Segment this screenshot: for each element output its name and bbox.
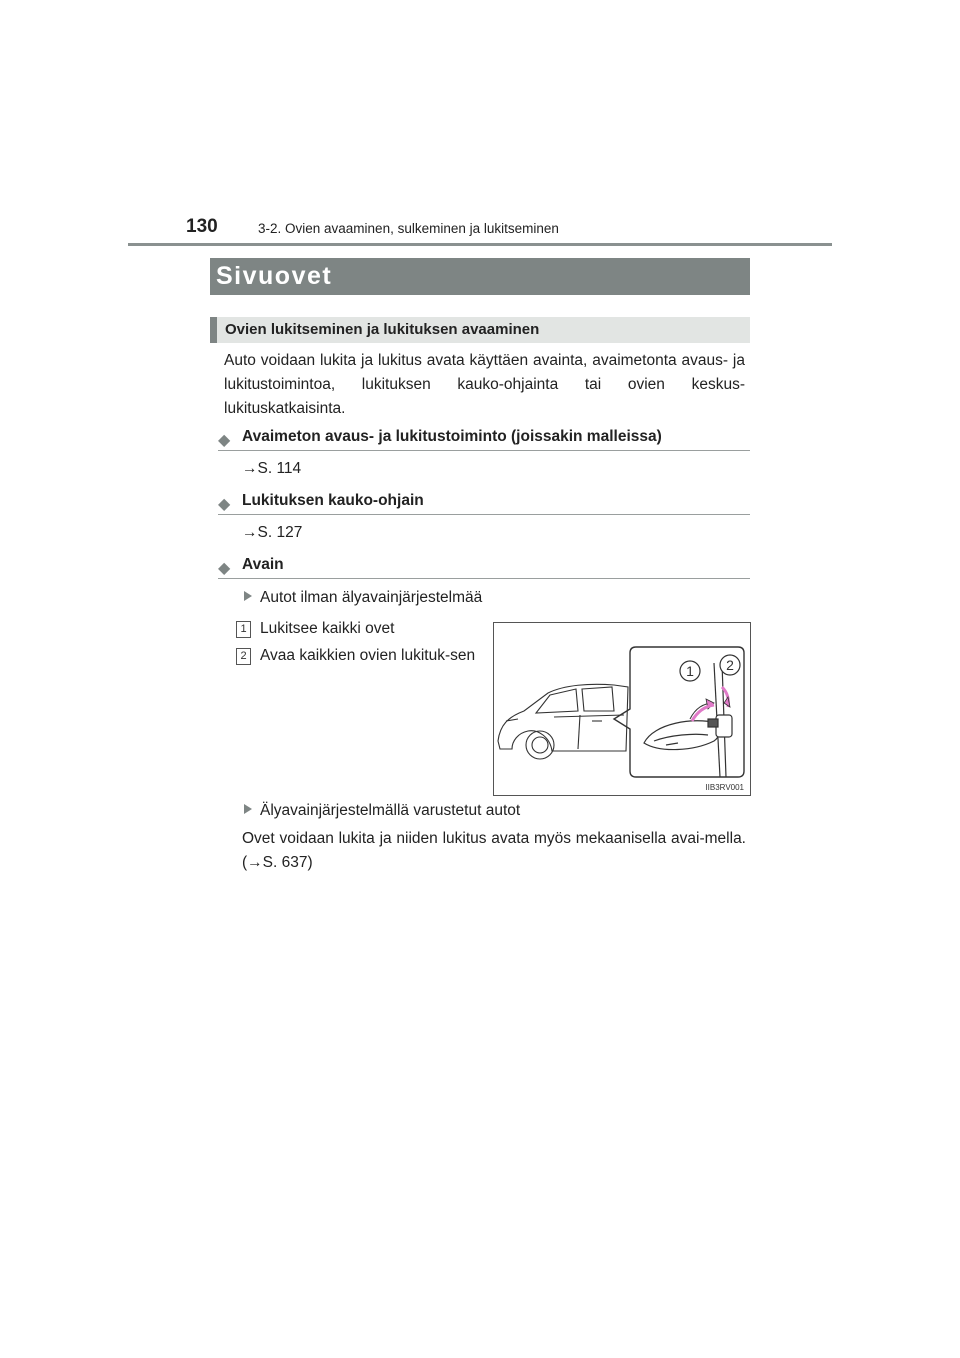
section-heading-keyless xyxy=(218,428,750,451)
triangle-bullet-icon xyxy=(244,591,252,601)
car-icon xyxy=(498,684,628,759)
numbered-item-2 xyxy=(236,644,480,692)
subitem-no-smart-key xyxy=(244,589,482,607)
numbered-item-1 xyxy=(236,617,480,641)
section-heading-text: Lukituksen kauko-ohjain xyxy=(242,492,424,509)
reference-text: S. 127 xyxy=(257,524,303,541)
subitem-text: Älyavainjärjestelmällä varustetut autot xyxy=(260,802,521,819)
subheading-bar xyxy=(210,317,750,343)
car-door-key-drawing xyxy=(494,623,750,795)
arrow-icon: → xyxy=(242,460,258,477)
chapter-title: 3-2. Ovien avaaminen, sulkeminen ja lukitseminen xyxy=(258,221,559,236)
page-reference-keyless[interactable] xyxy=(242,460,301,478)
key-icon xyxy=(708,715,732,737)
illustration-code: IIB3RV001 xyxy=(705,783,744,792)
page-number: 130 xyxy=(186,216,218,237)
section-heading-text: Avain xyxy=(242,556,284,573)
subitem-text: Autot ilman älyavainjärjestelmää xyxy=(260,589,483,606)
page-title: Sivuovet xyxy=(216,262,333,290)
intro-paragraph: Auto voidaan lukita ja lukitus avata käyttäen avainta, avaimetonta avaus- ja lukitustoimintoa, lukituksen kauko-ohjainta tai ovien keskus-lukituskatkaisinta. xyxy=(224,352,745,417)
mechanical-key-paragraph: Ovet voidaan lukita ja niiden lukitus avata myös mekaanisella avai-mella. (→S. 637) xyxy=(242,830,746,871)
numbered-item-text: Lukitsee kaikki ovet xyxy=(260,620,395,637)
subitem-smart-key xyxy=(244,802,520,820)
callout-label-1: 1 xyxy=(686,663,694,679)
numbered-item-text: Avaa kaikkien ovien lukituk-sen xyxy=(260,647,476,664)
number-badge: 1 xyxy=(236,621,251,638)
arrow-icon: → xyxy=(242,524,258,541)
section-heading-key xyxy=(218,556,750,579)
callout-label-2: 2 xyxy=(726,657,734,673)
page-reference-remote[interactable] xyxy=(242,524,302,542)
section-heading-text: Avaimeton avaus- ja lukitustoiminto (joissakin malleissa) xyxy=(242,428,662,445)
diamond-icon: ◆ xyxy=(218,560,231,577)
reference-text: S. 114 xyxy=(257,460,302,477)
diamond-icon: ◆ xyxy=(218,496,231,513)
triangle-bullet-icon xyxy=(244,804,252,814)
door-lock-illustration xyxy=(493,622,751,796)
subheading-accent xyxy=(210,317,217,343)
section-heading-remote xyxy=(218,492,750,515)
number-badge: 2 xyxy=(236,648,251,665)
subheading: Ovien lukitseminen ja lukituksen avaaminen xyxy=(225,321,540,338)
header-divider xyxy=(128,243,832,246)
diamond-icon: ◆ xyxy=(218,432,231,449)
page-title-bar xyxy=(210,258,750,295)
